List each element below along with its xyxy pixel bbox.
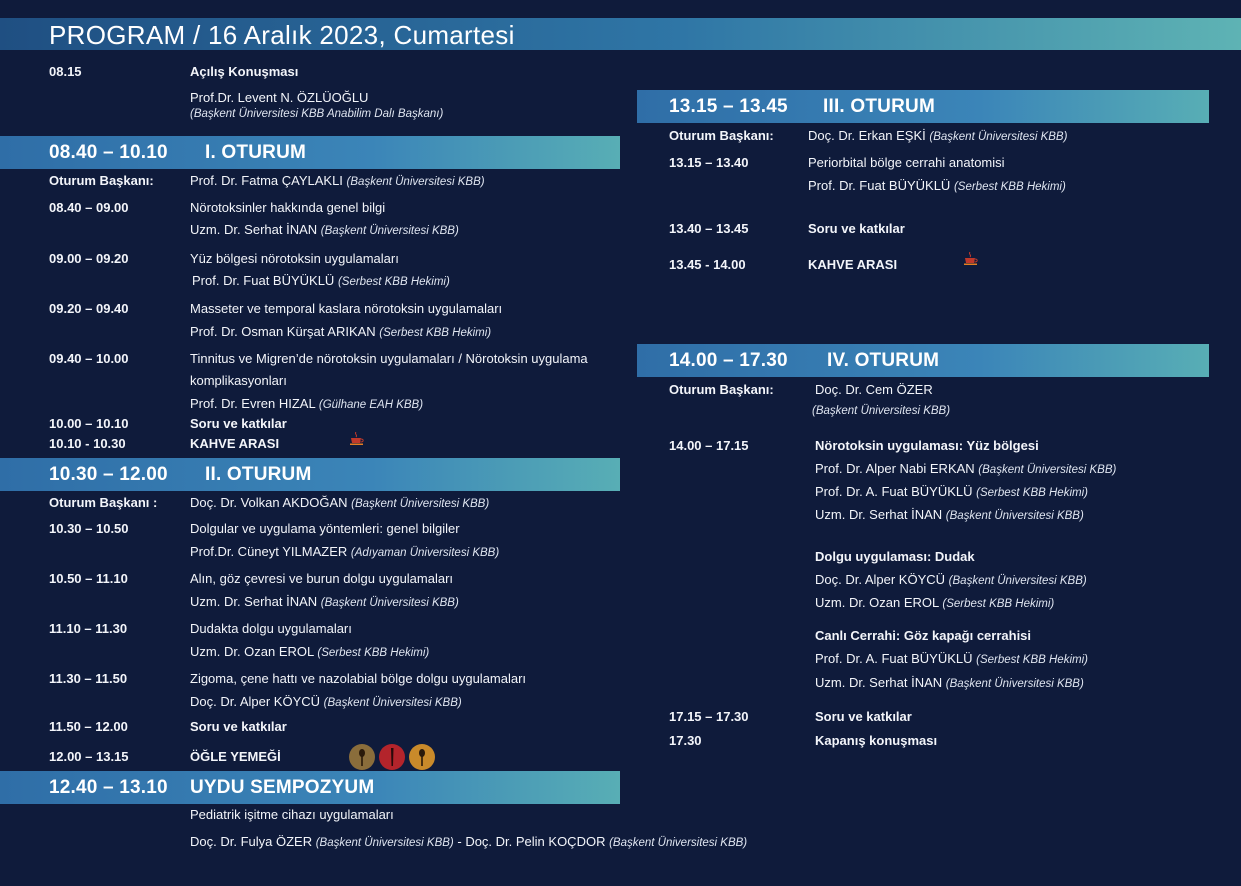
s1-break: KAHVE ARASI — [190, 436, 280, 451]
s4-b3-speaker-2: Uzm. Dr. Serhat İNAN (Başkent Üniversitesi KBB) — [815, 675, 1084, 690]
s3-item-speaker: Prof. Dr. Fuat BÜYÜKLÜ (Serbest KBB Hekimi) — [808, 178, 1066, 193]
session-3-title: III. OTURUM — [823, 96, 935, 117]
s3-qa-time: 13.40 – 13.45 — [669, 221, 749, 236]
s2-qa: Soru ve katkılar — [190, 719, 287, 734]
s2-item-1-speaker: Prof.Dr. Cüneyt YILMAZER (Adıyaman Üniversitesi KBB) — [190, 544, 500, 559]
session-3-chair-label: Oturum Başkanı: — [669, 128, 774, 143]
spoon-icon — [349, 744, 375, 770]
s1-break-time: 10.10 - 10.30 — [49, 436, 126, 451]
s3-break: KAHVE ARASI — [808, 257, 898, 272]
session-3-time: 13.15 – 13.45 — [669, 96, 788, 117]
satellite-speakers: Doç. Dr. Fulya ÖZER (Başkent Üniversitesi KBB) - Doç. Dr. Pelin KOÇDOR (Başkent Üniversitesi KBB) — [190, 834, 748, 849]
s2-item-2-time: 10.50 – 11.10 — [49, 571, 128, 586]
session-4-time: 14.00 – 17.30 — [669, 350, 788, 371]
opening-time: 08.15 — [49, 64, 82, 79]
s2-item-2-speaker: Uzm. Dr. Serhat İNAN (Başkent Üniversitesi KBB) — [190, 594, 459, 609]
s4-block-time: 14.00 – 17.15 — [669, 438, 749, 453]
satellite-header — [0, 771, 620, 804]
s4-b2-speaker-2: Uzm. Dr. Ozan EROL (Serbest KBB Hekimi) — [815, 595, 1055, 610]
s3-break-time: 13.45 - 14.00 — [669, 257, 746, 272]
s2-item-3-title: Dudakta dolgu uygulamaları — [190, 621, 352, 636]
session-3-header — [637, 90, 1209, 123]
s2-qa-time: 11.50 – 12.00 — [49, 719, 128, 734]
coffee-cup-icon — [962, 252, 980, 266]
s1-item-3-time: 09.20 – 09.40 — [49, 301, 129, 316]
fork-icon — [409, 744, 435, 770]
s2-lunch-time: 12.00 – 13.15 — [49, 749, 129, 764]
s2-lunch: ÖĞLE YEMEĞİ — [190, 749, 281, 764]
s3-item-title: Periorbital bölge cerrahi anatomisi — [808, 155, 1005, 170]
s2-item-2-title: Alın, göz çevresi ve burun dolgu uygulamaları — [190, 571, 454, 586]
program-title: PROGRAM / 16 Aralık 2023, Cumartesi — [49, 20, 515, 50]
s4-qa: Soru ve katkılar — [815, 709, 912, 724]
s4-b3-speaker-1: Prof. Dr. A. Fuat BÜYÜKLÜ (Serbest KBB Hekimi) — [815, 651, 1088, 666]
satellite-title: UYDU SEMPOZYUM — [190, 777, 375, 798]
s2-item-1-title: Dolgular ve uygulama yöntemleri: genel bilgiler — [190, 521, 460, 536]
s4-b1-speaker-3: Uzm. Dr. Serhat İNAN (Başkent Üniversitesi KBB) — [815, 507, 1084, 522]
session-1-header — [0, 136, 620, 169]
closing-title: Kapanış konuşması — [815, 733, 938, 748]
session-2-chair-label: Oturum Başkanı : — [49, 495, 158, 510]
session-4-chair: Doç. Dr. Cem ÖZER — [815, 382, 933, 397]
s1-item-2-time: 09.00 – 09.20 — [49, 251, 129, 266]
s2-item-4-title: Zigoma, çene hattı ve nazolabial bölge dolgu uygulamaları — [190, 671, 527, 686]
s1-item-2-speaker: Prof. Dr. Fuat BÜYÜKLÜ (Serbest KBB Hekimi) — [192, 273, 450, 288]
s4-b1-speaker-2: Prof. Dr. A. Fuat BÜYÜKLÜ (Serbest KBB Hekimi) — [815, 484, 1088, 499]
coffee-cup-icon — [348, 432, 366, 446]
s2-item-4-speaker: Doç. Dr. Alper KÖYCÜ (Başkent Üniversitesi KBB) — [190, 694, 462, 709]
session-4-header — [637, 344, 1209, 377]
s1-qa-time: 10.00 – 10.10 — [49, 416, 129, 431]
session-1-chair: Prof. Dr. Fatma ÇAYLAKLI (Başkent Üniversitesi KBB) — [190, 173, 485, 188]
s4-block-1-title: Nörotoksin uygulaması: Yüz bölgesi — [815, 438, 1039, 453]
s4-b2-speaker-1: Doç. Dr. Alper KÖYCÜ (Başkent Üniversitesi KBB) — [815, 572, 1087, 587]
s1-item-4-time: 09.40 – 10.00 — [49, 351, 129, 366]
opening-speaker: Prof.Dr. Levent N. ÖZLÜOĞLU — [190, 90, 369, 105]
session-4-chair-affil: (Başkent Üniversitesi KBB) — [812, 405, 951, 417]
satellite-time: 12.40 – 13.10 — [49, 777, 168, 798]
session-2-title: II. OTURUM — [205, 464, 312, 485]
s4-qa-time: 17.15 – 17.30 — [669, 709, 749, 724]
s1-qa: Soru ve katkılar — [190, 416, 287, 431]
session-2-header — [0, 458, 620, 491]
session-1-chair-label: Oturum Başkanı: — [49, 173, 154, 188]
s3-item-time: 13.15 – 13.40 — [669, 155, 749, 170]
s2-item-4-time: 11.30 – 11.50 — [49, 671, 128, 686]
s1-item-3-title: Masseter ve temporal kaslara nörotoksin uygulamaları — [190, 301, 503, 316]
s1-item-4-speaker: Prof. Dr. Evren HIZAL (Gülhane EAH KBB) — [190, 396, 424, 411]
session-1-time: 08.40 – 10.10 — [49, 142, 168, 163]
s2-item-3-speaker: Uzm. Dr. Ozan EROL (Serbest KBB Hekimi) — [190, 644, 430, 659]
program-title-bar — [0, 18, 1241, 50]
knife-icon — [379, 744, 405, 770]
session-3-chair: Doç. Dr. Erkan EŞKİ (Başkent Üniversitesi KBB) — [808, 128, 1068, 143]
satellite-topic: Pediatrik işitme cihazı uygulamaları — [190, 807, 394, 822]
s3-qa: Soru ve katkılar — [808, 221, 905, 236]
s1-item-4-title-cont: komplikasyonları — [190, 373, 287, 388]
session-2-chair: Doç. Dr. Volkan AKDOĞAN (Başkent Üniversitesi KBB) — [190, 495, 490, 510]
s2-item-1-time: 10.30 – 10.50 — [49, 521, 129, 536]
s4-block-2-title: Dolgu uygulaması: Dudak — [815, 549, 975, 564]
closing-time: 17.30 — [669, 733, 702, 748]
s1-item-2-title: Yüz bölgesi nörotoksin uygulamaları — [190, 251, 399, 266]
session-4-chair-label: Oturum Başkanı: — [669, 382, 774, 397]
s1-item-4-title: Tinnitus ve Migren’de nörotoksin uygulamaları / Nörotoksin uygulama — [190, 351, 588, 366]
opening-title: Açılış Konuşması — [190, 64, 299, 79]
s4-block-3-title: Canlı Cerrahi: Göz kapağı cerrahisi — [815, 628, 1032, 643]
s4-b1-speaker-1: Prof. Dr. Alper Nabi ERKAN (Başkent Üniversitesi KBB) — [815, 461, 1117, 476]
session-2-time: 10.30 – 12.00 — [49, 464, 168, 485]
opening-affil: (Başkent Üniversitesi KBB Anabilim Dalı Başkanı) — [190, 108, 444, 120]
s1-item-1-time: 08.40 – 09.00 — [49, 200, 129, 215]
session-4-title: IV. OTURUM — [827, 350, 940, 371]
session-1-title: I. OTURUM — [205, 142, 307, 163]
s1-item-1-speaker: Uzm. Dr. Serhat İNAN (Başkent Üniversitesi KBB) — [190, 222, 459, 237]
s2-item-3-time: 11.10 – 11.30 — [49, 621, 128, 636]
s1-item-1-title: Nörotoksinler hakkında genel bilgi — [190, 200, 386, 215]
s1-item-3-speaker: Prof. Dr. Osman Kürşat ARIKAN (Serbest KBB Hekimi) — [190, 324, 492, 339]
